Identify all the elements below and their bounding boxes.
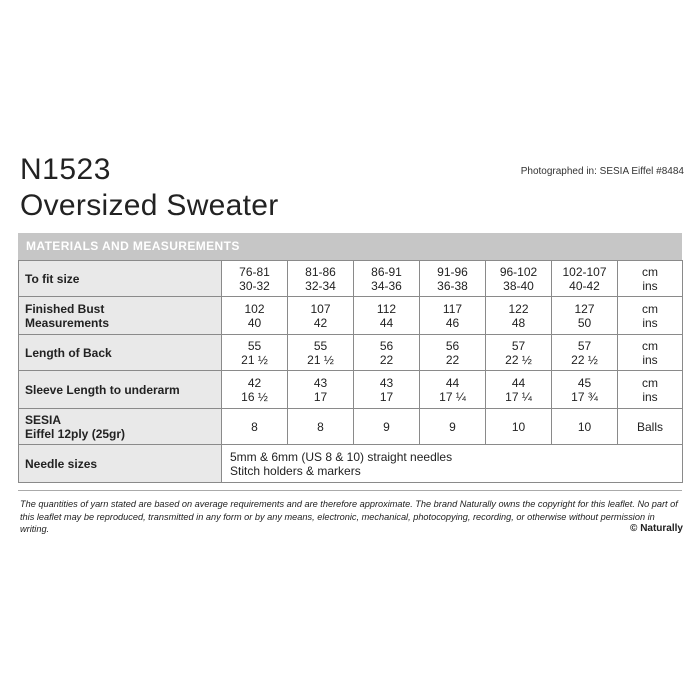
- size-cell: [552, 297, 618, 335]
- size-cell: [486, 409, 552, 445]
- size-cell: [486, 297, 552, 335]
- size-cell: [552, 335, 618, 371]
- unit-value: ins: [642, 352, 658, 367]
- cell-value: 17: [379, 389, 394, 404]
- size-cell: [222, 371, 288, 409]
- row-label: Needle sizes: [19, 445, 222, 483]
- cell-value: 44: [511, 375, 526, 390]
- cell-value: 42: [313, 315, 328, 330]
- unit-value: Balls: [636, 419, 663, 434]
- unit-value: ins: [642, 278, 658, 293]
- size-cell: [552, 261, 618, 297]
- row-label-line: To fit size: [25, 271, 80, 286]
- cell-value: 22: [445, 352, 460, 367]
- cell-value: 30-32: [239, 278, 270, 293]
- unit-value: cm: [642, 338, 658, 353]
- cell-value: 8: [251, 419, 258, 434]
- size-cell: [420, 297, 486, 335]
- cell-value: 40: [247, 315, 262, 330]
- needle-note-line: Stitch holders & markers: [230, 463, 361, 478]
- size-cell: [552, 371, 618, 409]
- table-row: [19, 409, 683, 445]
- cell-value: 55: [247, 338, 262, 353]
- cell-value: 17 ¾: [571, 389, 598, 404]
- cell-value: 46: [445, 315, 460, 330]
- table-row: [19, 371, 683, 409]
- row-label-line: Length of Back: [25, 345, 112, 360]
- row-label-line: Eiffel 12ply (25gr): [25, 426, 126, 441]
- unit-cell: [618, 409, 683, 445]
- cell-value: 38-40: [503, 278, 534, 293]
- cell-value: 122: [508, 301, 529, 316]
- unit-value: cm: [642, 375, 658, 390]
- size-cell: [288, 409, 354, 445]
- row-label: [19, 335, 222, 371]
- cell-value: 21 ½: [241, 352, 268, 367]
- section-title: MATERIALS AND MEASUREMENTS: [18, 233, 682, 260]
- cell-value: 76-81: [239, 264, 270, 279]
- cell-value: 107: [310, 301, 331, 316]
- cell-value: 56: [445, 338, 460, 353]
- unit-value: cm: [642, 264, 658, 279]
- unit-cell: [618, 261, 683, 297]
- row-label-line: Sleeve Length to underarm: [25, 382, 180, 397]
- size-cell: [222, 409, 288, 445]
- size-cell: [288, 297, 354, 335]
- unit-value: cm: [642, 301, 658, 316]
- size-cell: [222, 297, 288, 335]
- cell-value: 8: [317, 419, 324, 434]
- size-cell: [222, 261, 288, 297]
- unit-cell: [618, 371, 683, 409]
- cell-value: 42: [247, 375, 262, 390]
- row-label: [19, 261, 222, 297]
- unit-value: ins: [642, 389, 658, 404]
- cell-value: 45: [577, 375, 592, 390]
- size-cell: [420, 409, 486, 445]
- size-cell: [222, 335, 288, 371]
- measurements-table: [18, 260, 683, 483]
- cell-value: 57: [577, 338, 592, 353]
- size-cell: [420, 335, 486, 371]
- cell-value: 21 ½: [307, 352, 334, 367]
- size-cell: [420, 371, 486, 409]
- cell-value: 44: [445, 375, 460, 390]
- size-cell: [552, 409, 618, 445]
- cell-value: 43: [313, 375, 328, 390]
- cell-value: 32-34: [305, 278, 336, 293]
- cell-value: 57: [511, 338, 526, 353]
- size-cell: [288, 335, 354, 371]
- needle-notes: [222, 445, 683, 483]
- cell-value: 34-36: [371, 278, 402, 293]
- cell-value: 86-91: [371, 264, 402, 279]
- copyright: © Naturally: [630, 523, 683, 534]
- table-row: [19, 445, 683, 483]
- cell-value: 91-96: [437, 264, 468, 279]
- cell-value: 96-102: [499, 264, 538, 279]
- cell-value: 102-107: [562, 264, 607, 279]
- cell-value: 55: [313, 338, 328, 353]
- cell-value: 17: [313, 389, 328, 404]
- cell-value: 22: [379, 352, 394, 367]
- row-label: [19, 297, 222, 335]
- cell-value: 10: [577, 419, 592, 434]
- cell-value: 36-38: [437, 278, 468, 293]
- unit-cell: [618, 297, 683, 335]
- cell-value: 17 ¼: [505, 389, 532, 404]
- cell-value: 10: [511, 419, 526, 434]
- cell-value: 9: [383, 419, 390, 434]
- size-cell: [486, 261, 552, 297]
- size-cell: [354, 335, 420, 371]
- needle-note-line: 5mm & 6mm (US 8 & 10) straight needles: [230, 449, 453, 464]
- table-row: [19, 261, 683, 297]
- size-cell: [288, 261, 354, 297]
- cell-value: 50: [577, 315, 592, 330]
- row-label-line: Finished Bust: [25, 301, 105, 316]
- size-cell: [354, 371, 420, 409]
- unit-cell: [618, 335, 683, 371]
- size-cell: [486, 335, 552, 371]
- cell-value: 112: [376, 301, 397, 316]
- cell-value: 127: [574, 301, 595, 316]
- row-label-line: Measurements: [25, 315, 110, 330]
- disclaimer-text: The quantities of yarn stated are based on average requirements and are therefore approximate. The brand Naturally owns the copyright for this leaflet. No part of this leaflet may be reproduced, transmitted in any form or by any means, electronic, mechanical, photocopying, recording, or otherwise without permission in writing.: [20, 499, 678, 534]
- cell-value: 40-42: [569, 278, 600, 293]
- pattern-code: N1523: [20, 153, 111, 186]
- cell-value: 16 ½: [241, 389, 268, 404]
- cell-value: 43: [379, 375, 394, 390]
- size-cell: [354, 409, 420, 445]
- divider: [18, 490, 682, 491]
- size-cell: [486, 371, 552, 409]
- photographed-in: Photographed in: SESIA Eiffel #8484: [520, 166, 684, 177]
- cell-value: 48: [511, 315, 526, 330]
- size-cell: [288, 371, 354, 409]
- row-label: [19, 371, 222, 409]
- pattern-name: Oversized Sweater: [20, 189, 279, 222]
- table-row: [19, 297, 683, 335]
- cell-value: 22 ½: [571, 352, 598, 367]
- row-label-line: SESIA: [25, 412, 62, 427]
- cell-value: 17 ¼: [439, 389, 466, 404]
- unit-value: ins: [642, 315, 658, 330]
- size-cell: [420, 261, 486, 297]
- cell-value: 56: [379, 338, 394, 353]
- size-cell: [354, 261, 420, 297]
- row-label: [19, 409, 222, 445]
- size-cell: [354, 297, 420, 335]
- table-row: [19, 335, 683, 371]
- cell-value: 9: [449, 419, 456, 434]
- materials-table-section: [18, 233, 682, 483]
- cell-value: 22 ½: [505, 352, 532, 367]
- cell-value: 117: [442, 301, 463, 316]
- cell-value: 44: [379, 315, 394, 330]
- cell-value: 81-86: [305, 264, 336, 279]
- cell-value: 102: [244, 301, 265, 316]
